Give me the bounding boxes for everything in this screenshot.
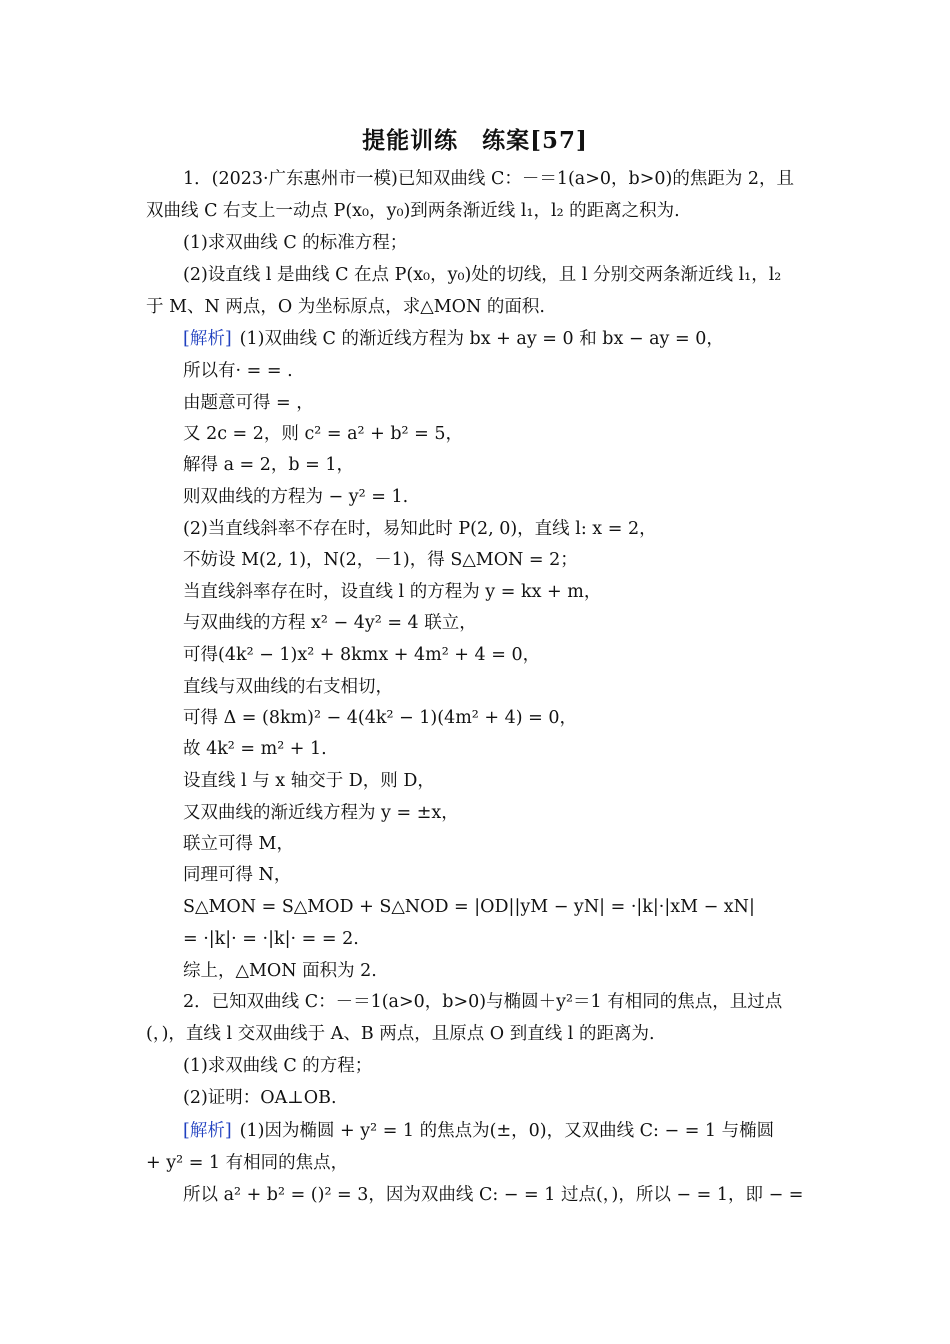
- q1-part-2-line-2: 于 M、N 两点，O 为坐标原点，求△MON 的面积.: [146, 297, 545, 317]
- q2-stem-line-1: 2．已知双曲线 C：－＝1(a>0，b>0)与椭圆＋y²＝1 有相同的焦点，且过点: [183, 992, 783, 1012]
- analysis-tag: [解析]: [183, 329, 232, 349]
- q1-solution-line-20: = ·|k|· = ·|k|· = = 2.: [183, 929, 359, 949]
- q2-solution-line-2: + y² = 1 有相同的焦点，: [146, 1153, 349, 1173]
- q2-part-1: (1)求双曲线 C 的方程；: [183, 1056, 373, 1076]
- q1-part-1: (1)求双曲线 C 的标准方程；: [183, 233, 408, 253]
- q2-part-2: (2)证明：OA⊥OB.: [183, 1088, 337, 1108]
- q1-solution-line-14: 故 4k² = m² + 1.: [183, 739, 327, 759]
- q1-stem-line-1: 1．(2023·广东惠州市一模)已知双曲线 C：－＝1(a>0，b>0)的焦距为 2，且: [183, 169, 795, 189]
- q1-solution-line-2: 所以有· = = .: [183, 361, 293, 381]
- q1-part-2-line-1: (2)设直线 l 是曲线 C 在点 P(x₀，y₀)处的切线，且 l 分别交两条渐近线 l₁，l₂: [183, 265, 782, 285]
- q1-solution-line-13: 可得 Δ = (8km)² − 4(4k² − 1)(4m² + 4) = 0，: [183, 708, 577, 728]
- q1-solution-line-6: 则双曲线的方程为 − y² = 1.: [183, 487, 409, 507]
- q1-solution-line-17: 联立可得 M，: [183, 834, 294, 854]
- q1-solution-line-12: 直线与双曲线的右支相切，: [183, 677, 393, 697]
- q1-stem-line-2: 双曲线 C 右支上一动点 P(x₀，y₀)到两条渐近线 l₁，l₂ 的距离之积为.: [146, 201, 680, 221]
- q1-solution-line-21: 综上，△MON 面积为 2.: [183, 961, 377, 981]
- q1-solution-line-7: (2)当直线斜率不存在时，易知此时 P(2, 0)，直线 l: x = 2，: [183, 519, 657, 539]
- q1-solution-line-15: 设直线 l 与 x 轴交于 D，则 D，: [183, 771, 435, 791]
- q2-stem-line-2: (，)，直线 l 交双曲线于 A、B 两点，且原点 O 到直线 l 的距离为.: [146, 1024, 655, 1044]
- q1-solution-line-16: 又双曲线的渐近线方程为 y = ±x，: [183, 803, 459, 823]
- q1-solution-line-9: 当直线斜率存在时，设直线 l 的方程为 y = kx + m，: [183, 582, 602, 602]
- q2-solution-text-1: (1)因为椭圆 + y² = 1 的焦点为(±，0)，又双曲线 C: − = 1 与椭圆: [239, 1121, 775, 1141]
- q1-solution-line-11: 可得(4k² − 1)x² + 8kmx + 4m² + 4 = 0，: [183, 645, 541, 665]
- q2-solution-line-3: 所以 a² + b² = ()² = 3，因为双曲线 C: − = 1 过点(，)，所以 − = 1，即 − =: [183, 1185, 804, 1205]
- q1-solution-line-18: 同理可得 N，: [183, 865, 292, 885]
- q1-solution-line-1: [183, 326, 724, 352]
- q1-solution-line-4: 又 2c = 2，则 c² = a² + b² = 5，: [183, 424, 463, 444]
- q1-solution-line-8: 不妨设 M(2, 1)，N(2，－1)，得 S△MON = 2；: [183, 550, 578, 570]
- q1-solution-text-1: (1)双曲线 C 的渐近线方程为 bx + ay = 0 和 bx − ay = 0，: [239, 329, 724, 349]
- q2-solution-line-1: [183, 1118, 774, 1144]
- q1-solution-line-3: 由题意可得 = ，: [183, 393, 314, 413]
- q1-solution-line-10: 与双曲线的方程 x² − 4y² = 4 联立，: [183, 613, 477, 633]
- q1-solution-line-19: S△MON = S△MOD + S△NOD = |OD||yM − yN| = ·|k|·|xM − xN|: [183, 897, 755, 917]
- page-title: 提能训练 练案[57]: [362, 127, 588, 154]
- analysis-tag: [解析]: [183, 1121, 232, 1141]
- q1-solution-line-5: 解得 a = 2，b = 1，: [183, 455, 355, 475]
